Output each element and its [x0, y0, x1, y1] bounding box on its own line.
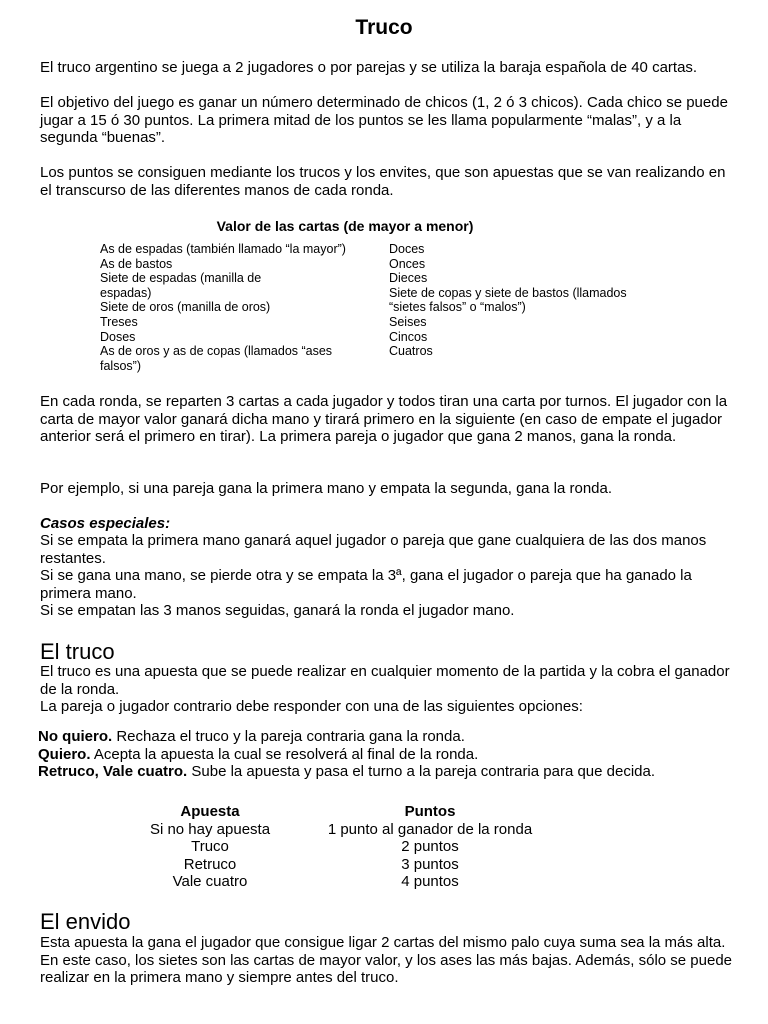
- special-case-1: Si se empata la primera mano ganará aquel jugador o pareja que gane cualquiera de las dos manos restantes.: [40, 532, 707, 567]
- card-rank-item: Seises: [389, 314, 427, 329]
- example-paragraph: Por ejemplo, si una pareja gana la primera mano y empata la segunda, gana la ronda.: [40, 480, 613, 497]
- intro-paragraph-2: El objetivo del juego es ganar un número determinado de chicos (1, 2 ó 3 chicos). Cada chico se puede jugar a 15 ó 30 puntos. La primera mitad de los puntos se les llama popularmente “malas”, y a la segunda “buenas”.: [40, 94, 728, 146]
- table-cell: Si no hay apuesta: [149, 820, 271, 838]
- option-quiero: [38, 746, 738, 764]
- option-term: No quiero.: [38, 728, 113, 745]
- card-rank-item: Siete de copas y siete de bastos (llamados: [389, 285, 627, 300]
- option-text: Acepta la apuesta la cual se resolverá al final de la ronda.: [90, 746, 479, 763]
- table-header: Puntos: [404, 803, 456, 820]
- table-cell: Retruco: [183, 855, 237, 873]
- card-rank-item: falsos”): [100, 358, 141, 373]
- card-rank-item: Onces: [389, 256, 426, 271]
- card-rank-item: As de bastos: [100, 256, 173, 271]
- card-rank-item: “sietes falsos” o “malos”): [389, 300, 526, 315]
- table-cell: 1 punto al ganador de la ronda: [327, 820, 533, 838]
- intro-paragraph-1: El truco argentino se juega a 2 jugadores o por parejas y se utiliza la baraja española de 40 cartas.: [40, 59, 698, 76]
- card-rank-item: Siete de espadas (manilla de: [100, 271, 262, 286]
- card-rank-item: Doces: [389, 242, 425, 256]
- table-cell: Truco: [191, 838, 229, 856]
- bet-column: [140, 803, 280, 891]
- rounds-paragraph: En cada ronda, se reparten 3 cartas a cada jugador y todos tiran una carta por turnos. El jugador con la carta de mayor valor ganará dicha mano y tirará primero en la siguiente (en caso de empate el jugador anterior será el primero en tirar). La primera pareja o jugador que gana 2 manos, gana la ronda.: [40, 393, 728, 445]
- card-rank-item: Cuatros: [389, 344, 433, 359]
- truco-paragraph-2: La pareja o jugador contrario debe responder con una de las siguientes opciones:: [40, 698, 583, 715]
- page-title: Truco: [355, 16, 413, 39]
- card-rank-item: espadas): [100, 285, 152, 300]
- intro-paragraph-3: Los puntos se consiguen mediante los trucos y los envites, que son apuestas que se van realizando en el transcurso de las diferentes manos de cada ronda.: [40, 164, 726, 199]
- option-text: Sube la apuesta y pasa el turno a la pareja contraria para que decida.: [187, 763, 656, 780]
- cards-caption: Valor de las cartas (de mayor a menor): [216, 218, 474, 234]
- card-rank-item: Dieces: [389, 271, 428, 286]
- envido-paragraph: Esta apuesta la gana el jugador que consigue ligar 2 cartas del mismo palo cuya suma sea la más alta. En este caso, los sietes son las cartas de mayor valor, y los ases las más bajas. Además, sólo se puede realizar en la primera mano y siempre antes del truco.: [40, 934, 733, 986]
- special-case-2: Si se gana una mano, se pierde otra y se empata la 3ª, gana el jugador o pareja que ha ganado la primera mano.: [40, 567, 692, 602]
- table-cell: 3 puntos: [401, 855, 459, 873]
- special-case-3: Si se empatan las 3 manos seguidas, ganará la ronda el jugador mano.: [40, 602, 515, 619]
- truco-heading: El truco: [40, 639, 115, 664]
- option-term: Retruco, Vale cuatro.: [38, 763, 188, 780]
- card-rank-item: As de oros y as de copas (llamados “ases: [100, 344, 333, 359]
- table-cell: Vale cuatro: [172, 873, 248, 891]
- cards-list-left: [100, 242, 370, 373]
- special-cases-title: Casos especiales:: [40, 515, 171, 532]
- envido-heading: El envido: [40, 909, 131, 934]
- card-rank-item: Cincos: [389, 329, 428, 344]
- option-no-quiero: [38, 728, 738, 746]
- card-rank-item: Doses: [100, 329, 136, 344]
- option-text: Rechaza el truco y la pareja contraria gana la ronda.: [112, 728, 465, 745]
- table-cell: 4 puntos: [401, 873, 459, 891]
- card-rank-item: As de espadas (también llamado “la mayor”): [100, 242, 346, 256]
- card-rank-item: Treses: [100, 314, 138, 329]
- truco-paragraph: El truco es una apuesta que se puede realizar en cualquier momento de la partida y la cobra el ganador de la ronda.: [40, 663, 730, 698]
- card-rank-item: Siete de oros (manilla de oros): [100, 300, 271, 315]
- points-column: [313, 803, 547, 891]
- option-retruco: [38, 763, 738, 781]
- option-term: Quiero.: [38, 746, 91, 763]
- table-header: Apuesta: [180, 803, 240, 820]
- table-cell: 2 puntos: [401, 838, 459, 856]
- cards-list-right: [389, 242, 649, 359]
